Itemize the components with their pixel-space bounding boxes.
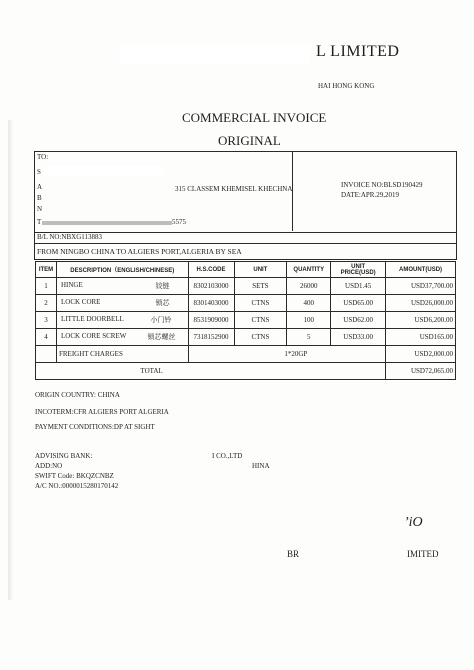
document-title: COMMERCIAL INVOICE [182,110,327,125]
column-header: ITEM [36,262,57,278]
scan-edge-shadow [8,120,14,600]
to-label: TO: [37,153,49,161]
side-letter: N [37,205,43,213]
table-header-row [36,262,456,278]
description-cn: 锁芯 [155,299,170,307]
unit-price: USD33.00 [331,329,386,346]
consignee-phone-fragment: 5575 [172,218,186,226]
item-number: 4 [36,329,57,346]
item-description [56,312,188,329]
redacted-company-name [120,45,310,63]
swift-code: SWIFT Code: BKQZCNBZ [35,472,114,480]
amount: USD26,000.00 [386,295,456,312]
table-row [36,312,456,329]
signatory-right-fragment: IMITED [407,549,439,559]
hs-code: 7318152900 [188,329,234,346]
table-row [36,329,456,346]
side-letter: A [37,183,43,191]
bank-address-label: ADD:NO [35,462,63,470]
description-cn: 小门铃 [150,316,172,324]
table-row [36,295,456,312]
bank-address-fragment: HINA [252,462,270,470]
total-amount: USD72,065.00 [386,363,456,380]
item-number: 3 [36,312,57,329]
company-address: HAI HONG KONG [318,82,375,90]
description-cn: 铰链 [155,282,170,290]
column-header: H.S.CODE [188,262,234,278]
quantity: 100 [287,312,331,329]
invoice-date: DATE:APR.29,2019 [341,191,399,199]
unit: SETS [234,278,287,295]
freight-container: 1*20GP [188,346,386,363]
signature-mark: ’iO [404,515,423,530]
bank-name-fragment: I CO.,LTD [212,452,243,460]
description-en: LOCK CORE SCREW [60,332,127,340]
document-copy-label: ORIGINAL [218,133,281,148]
item-number: 1 [36,278,57,295]
amount: USD165.00 [386,329,456,346]
item-number: 2 [36,295,57,312]
unit: CTNS [234,312,287,329]
column-header: UNIT PRICE(USD) [331,262,386,278]
items-table [35,261,456,380]
quantity: 5 [287,329,331,346]
amount: USD6,200.00 [386,312,456,329]
redacted-consignee-name [44,166,164,176]
column-header: AMOUNT(USD) [386,262,456,278]
origin-country: ORIGIN COUNTRY: CHINA [35,391,120,399]
bl-number: B/L NO:NBXG113883 [37,233,103,241]
unit: CTNS [234,295,287,312]
item-description [56,329,188,346]
account-number: A/C NO.:0000015280170142 [35,482,119,490]
consignee-address: 315 CLASSEM KHEMISEL KHECHNA [175,185,293,193]
description-en: LITTLE DOORBELL [60,315,124,323]
freight-row [36,346,456,363]
column-header: UNIT [234,262,287,278]
incoterm: INCOTERM:CFR ALGIERS PORT ALGERIA [35,408,169,416]
description-en: HINGE [60,281,83,289]
empty-cell [36,346,57,363]
item-description [56,295,188,312]
side-letter: B [37,194,42,202]
shipping-route: FROM NINGBO CHINA TO ALGIERS PORT,ALGERIA BY SEA [37,247,242,256]
column-header: QUANTITY [287,262,331,278]
signatory-left-fragment: BR [287,549,300,559]
hs-code: 8302103000 [188,278,234,295]
company-name: L LIMITED [316,43,400,60]
side-letter: S [37,168,41,176]
freight-amount: USD2,000.00 [386,346,456,363]
total-row [36,363,456,380]
description-cn: 锁芯螺丝 [147,333,176,341]
unit-price: USD65.00 [331,295,386,312]
advising-bank-label: ADVISING BANK: [35,452,93,460]
unit-price: USD1.45 [331,278,386,295]
amount: USD37,700.00 [386,278,456,295]
payment-conditions: PAYMENT CONDITIONS:DP AT SIGHT [35,423,155,431]
item-description [56,278,188,295]
total-label: TOTAL [36,363,386,380]
hs-code: 8531909000 [188,312,234,329]
column-header: DESCRIPTION（ENGLISH/CHINESE) [56,262,188,278]
side-letter: T [37,218,42,226]
unit: CTNS [234,329,287,346]
invoice-number: INVOICE NO:BLSD190429 [341,181,423,189]
quantity: 26000 [287,278,331,295]
table-row [36,278,456,295]
freight-label: FREIGHT CHARGES [56,346,188,363]
quantity: 400 [287,295,331,312]
unit-price: USD62.00 [331,312,386,329]
description-en: LOCK CORE [60,298,101,306]
hs-code: 8301403000 [188,295,234,312]
redacted-phone-strip [42,221,172,225]
